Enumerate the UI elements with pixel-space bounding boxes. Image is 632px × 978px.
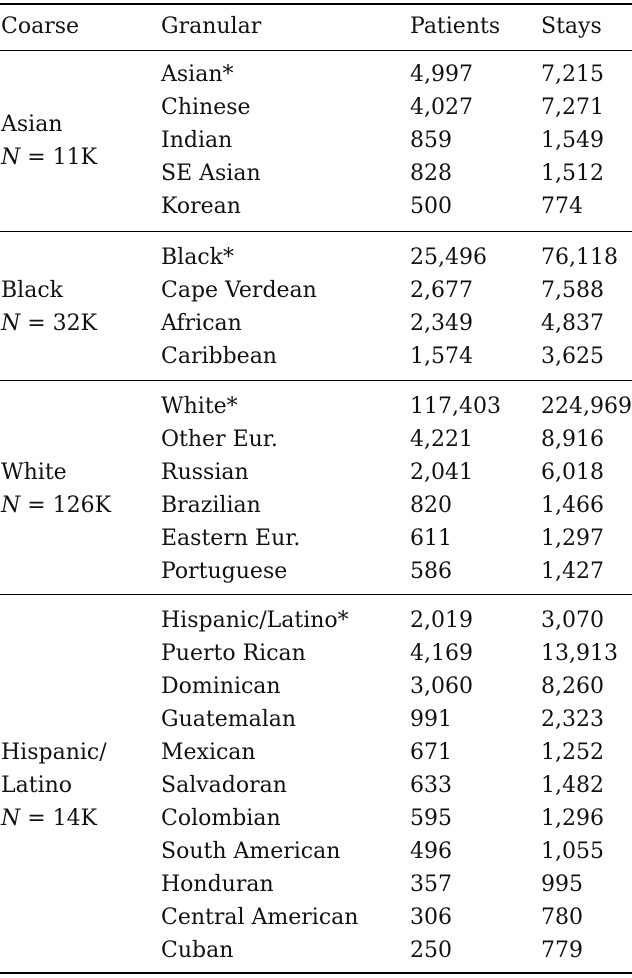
patients-cell: 496 xyxy=(410,839,452,864)
header-granular: Granular xyxy=(161,14,262,39)
stays-cell: 1,427 xyxy=(541,559,604,584)
granular-cell: Dominican xyxy=(161,674,281,699)
granular-cell: Cuban xyxy=(161,938,234,963)
patients-cell: 25,496 xyxy=(410,245,487,270)
granular-cell: White* xyxy=(161,394,238,419)
patients-cell: 586 xyxy=(410,559,452,584)
stays-cell: 2,323 xyxy=(541,707,604,732)
coarse-count xyxy=(1,307,97,340)
count-value: = 126K xyxy=(27,493,112,518)
stays-cell: 13,913 xyxy=(541,641,618,666)
count-symbol: N xyxy=(1,493,21,518)
stays-cell: 7,588 xyxy=(541,278,604,303)
stays-cell: 7,271 xyxy=(541,95,604,120)
patients-cell: 991 xyxy=(410,707,452,732)
patients-cell: 611 xyxy=(410,526,452,551)
count-symbol: N xyxy=(1,311,21,336)
stays-cell: 224,969 xyxy=(541,394,632,419)
granular-cell: Asian* xyxy=(161,62,234,87)
granular-cell: Russian xyxy=(161,460,249,485)
granular-cell: Colombian xyxy=(161,806,281,831)
granular-cell: Caribbean xyxy=(161,344,277,369)
granular-cell: Portuguese xyxy=(161,559,288,584)
patients-cell: 357 xyxy=(410,872,452,897)
stays-cell: 1,512 xyxy=(541,161,604,186)
stays-cell: 780 xyxy=(541,905,583,930)
granular-cell: Eastern Eur. xyxy=(161,526,301,551)
stays-cell: 774 xyxy=(541,194,583,219)
stays-cell: 3,070 xyxy=(541,608,604,633)
stays-cell: 1,055 xyxy=(541,839,604,864)
patients-cell: 2,019 xyxy=(410,608,473,633)
header-patients: Patients xyxy=(410,14,501,39)
stays-cell: 6,018 xyxy=(541,460,604,485)
stays-cell: 4,837 xyxy=(541,311,604,336)
count-value: = 11K xyxy=(27,144,98,170)
granular-cell: Cape Verdean xyxy=(161,278,317,303)
header-stays: Stays xyxy=(541,14,602,39)
patients-cell: 2,349 xyxy=(410,311,473,336)
coarse-name-line: Latino xyxy=(1,773,73,798)
granular-cell: Brazilian xyxy=(161,493,261,518)
stays-cell: 1,482 xyxy=(541,773,604,798)
stays-cell: 1,296 xyxy=(541,806,604,831)
granular-cell: South American xyxy=(161,839,341,864)
patients-cell: 820 xyxy=(410,493,452,518)
patients-cell: 4,997 xyxy=(410,62,473,87)
granular-cell: Other Eur. xyxy=(161,427,278,452)
granular-cell: Hispanic/Latino* xyxy=(161,608,349,633)
coarse-name-line: Asian xyxy=(1,111,63,137)
coarse-count xyxy=(1,802,107,835)
coarse-name-line: White xyxy=(1,460,67,485)
stays-cell: 3,625 xyxy=(541,344,604,369)
coarse-label xyxy=(1,736,107,835)
patients-cell: 671 xyxy=(410,740,452,765)
coarse-label xyxy=(1,456,111,522)
stays-cell: 995 xyxy=(541,872,583,897)
patients-cell: 4,169 xyxy=(410,641,473,666)
coarse-label xyxy=(1,274,97,340)
header-rule xyxy=(0,50,632,51)
coarse-name-line: Black xyxy=(1,278,63,303)
group-divider xyxy=(0,380,632,381)
stays-cell: 7,215 xyxy=(541,62,604,87)
count-symbol: N xyxy=(1,806,21,831)
stays-cell: 76,118 xyxy=(541,245,618,270)
patients-cell: 306 xyxy=(410,905,452,930)
coarse-name-line: Hispanic/ xyxy=(1,740,107,765)
stays-cell: 1,466 xyxy=(541,493,604,518)
granular-cell: Chinese xyxy=(161,95,251,120)
header-coarse: Coarse xyxy=(1,14,80,39)
patients-cell: 2,677 xyxy=(410,278,473,303)
granular-cell: Korean xyxy=(161,194,241,219)
count-value: = 32K xyxy=(27,311,98,336)
patients-cell: 4,221 xyxy=(410,427,473,452)
stays-cell: 1,549 xyxy=(541,128,604,153)
coarse-count xyxy=(1,141,97,174)
patients-cell: 828 xyxy=(410,161,452,186)
bottom-rule xyxy=(0,972,632,974)
patients-cell: 4,027 xyxy=(410,95,473,120)
granular-cell: Black* xyxy=(161,245,234,270)
stays-cell: 1,297 xyxy=(541,526,604,551)
patients-cell: 859 xyxy=(410,128,452,153)
granular-cell: Honduran xyxy=(161,872,274,897)
patients-cell: 595 xyxy=(410,806,452,831)
stays-cell: 8,260 xyxy=(541,674,604,699)
granular-cell: Guatemalan xyxy=(161,707,297,732)
patients-cell: 250 xyxy=(410,938,452,963)
patients-cell: 1,574 xyxy=(410,344,473,369)
patients-cell: 117,403 xyxy=(410,394,501,419)
count-value: = 14K xyxy=(27,806,98,831)
coarse-count xyxy=(1,489,111,522)
granular-cell: Central American xyxy=(161,905,359,930)
granular-cell: Puerto Rican xyxy=(161,641,306,666)
patients-cell: 3,060 xyxy=(410,674,473,699)
group-divider xyxy=(0,594,632,595)
stays-cell: 779 xyxy=(541,938,583,963)
patients-cell: 2,041 xyxy=(410,460,473,485)
patients-cell: 633 xyxy=(410,773,452,798)
top-rule xyxy=(0,3,632,5)
coarse-label xyxy=(1,108,97,174)
patients-cell: 500 xyxy=(410,194,452,219)
group-divider xyxy=(0,231,632,232)
count-symbol: N xyxy=(1,144,21,170)
granular-cell: African xyxy=(161,311,242,336)
granular-cell: Mexican xyxy=(161,740,256,765)
granular-cell: Indian xyxy=(161,128,233,153)
stays-cell: 8,916 xyxy=(541,427,604,452)
granular-cell: Salvadoran xyxy=(161,773,287,798)
granular-cell: SE Asian xyxy=(161,161,261,186)
stays-cell: 1,252 xyxy=(541,740,604,765)
